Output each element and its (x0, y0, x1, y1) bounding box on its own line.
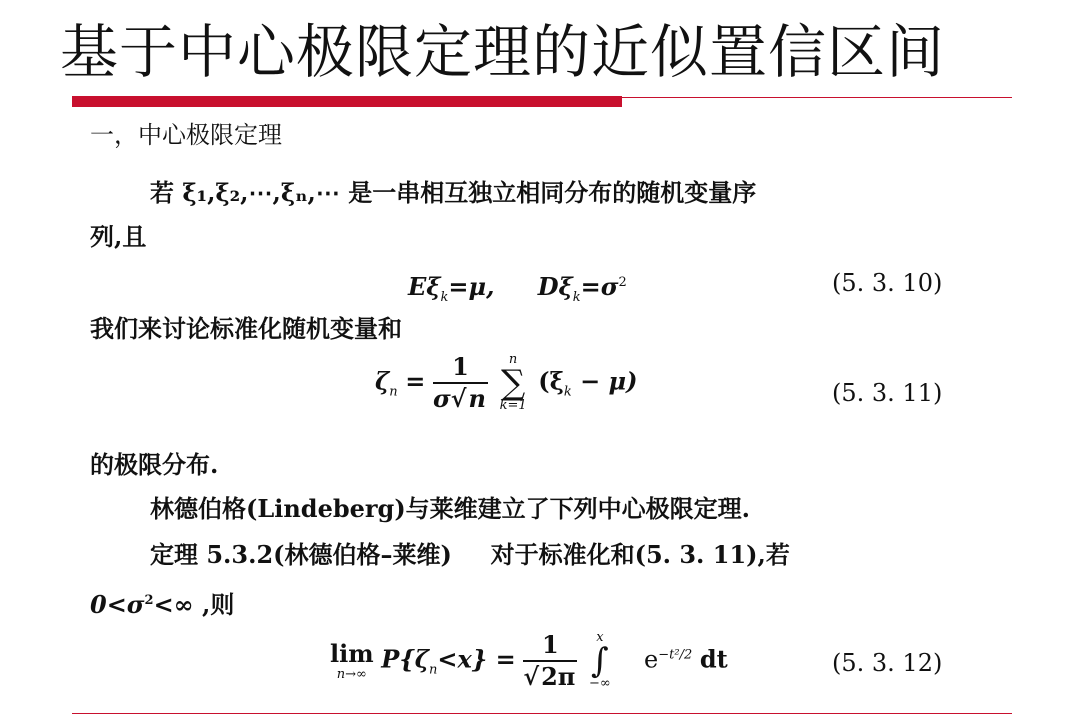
eq2-summation (500, 353, 527, 413)
eq3-integral (589, 631, 611, 691)
title-underline-accent (72, 96, 622, 107)
eq3-prob: P{ζ (381, 644, 429, 674)
eq2-numerator: 1 (433, 352, 488, 384)
paragraph-4: 林德伯格(Lindeberg)与莱维建立了下列中心极限定理. (150, 494, 751, 523)
equation-5-3-10 (408, 266, 627, 315)
eq2-body-sub: k (563, 384, 572, 400)
theorem-cond-rest: <∞ ,则 (153, 590, 235, 619)
theorem-label: 定理 5.3.2(林德伯格–莱维) (150, 540, 452, 569)
eq1-right-sup: 2 (618, 275, 627, 290)
equation-number-5-3-11: (5. 3. 11) (832, 379, 943, 407)
theorem-line (150, 538, 790, 572)
footer-rule (72, 713, 1012, 714)
eq3-prob-rest: <x} = (437, 644, 516, 674)
eq3-limit (330, 640, 374, 682)
eq3-numerator: 1 (523, 630, 577, 662)
eq3-int-symbol: ∫ (591, 641, 609, 681)
eq3-lim-sub: n→∞ (336, 667, 367, 682)
theorem-cond: 0<σ (90, 590, 145, 619)
eq2-den-sqrt: n (468, 384, 486, 413)
theorem-text: 对于标准化和(5. 3. 11),若 (490, 540, 790, 569)
eq3-int-upper: x (596, 630, 604, 645)
eq1-right-rhs: =σ (580, 272, 619, 301)
theorem-condition (90, 584, 234, 622)
eq2-fraction: $\frac{1}{\sigma√n}$ (432, 352, 486, 413)
equation-5-3-11 (375, 352, 637, 414)
eq3-integrand-sup: −t²/2 (658, 647, 693, 663)
eq2-den-sigma: σ (432, 384, 451, 413)
eq1-left: Eξ (408, 272, 441, 301)
paragraph-1-line-1: 若 ξ₁,ξ₂,⋯,ξₙ,⋯ 是一串相互独立相同分布的随机变量序 (150, 178, 757, 207)
eq2-equals: = (405, 366, 426, 396)
theorem-cond-sup: 2 (144, 593, 154, 608)
eq3-prob-sub: n (428, 662, 438, 678)
equation-number-5-3-10: (5. 3. 10) (832, 269, 943, 297)
eq3-dt: dt (699, 644, 728, 674)
eq1-left-rhs: =μ, (448, 272, 495, 301)
section-heading: 一，中心极限定理 (90, 121, 282, 149)
eq3-integrand: e (644, 645, 659, 674)
eq3-denominator: 2π (541, 662, 576, 691)
eq3-int-lower: −∞ (589, 676, 611, 691)
eq1-left-sub: k (440, 289, 449, 305)
eq1-right-sub: k (572, 289, 581, 305)
eq2-sum-symbol: ∑ (500, 363, 526, 403)
equation-number-5-3-12: (5. 3. 12) (832, 649, 943, 677)
eq2-lhs: ζ (375, 366, 390, 396)
eq2-sum-lower: k=1 (499, 398, 527, 413)
eq3-lim: lim (330, 639, 374, 668)
eq3-fraction: $\frac{1}{√2\pi}$ (523, 630, 576, 691)
eq2-body: (ξ (538, 366, 564, 396)
equation-5-3-12 (330, 630, 728, 692)
eq2-lhs-sub: n (389, 384, 398, 400)
eq2-body-rest: − μ) (571, 366, 638, 396)
eq1-right: Dξ (537, 272, 573, 301)
paragraph-2: 我们来讨论标准化随机变量和 (90, 314, 402, 343)
eq2-sum-upper: n (508, 352, 518, 367)
title-underline-rule (622, 97, 1012, 98)
page-title: 基于中心极限定理的近似置信区间 (60, 18, 946, 86)
paragraph-1-line-2: 列,且 (90, 222, 147, 251)
paragraph-3: 的极限分布. (90, 450, 219, 479)
